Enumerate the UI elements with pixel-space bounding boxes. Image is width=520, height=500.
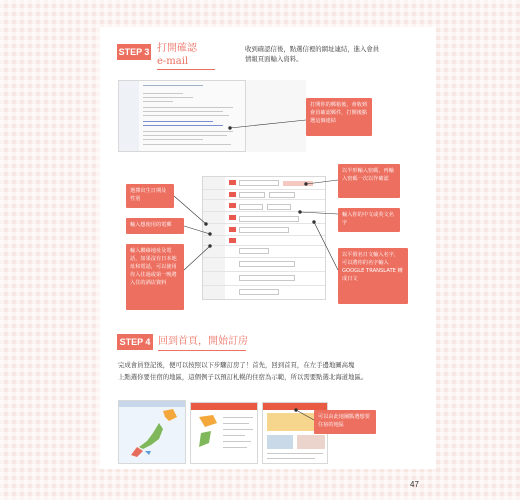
step3-badge: STEP 3 — [117, 44, 151, 60]
step3-title-line1: 打開確認 — [157, 43, 197, 54]
callout-chinese-name: 輸入你的中文或英文名字 — [338, 208, 400, 232]
step4-badge: STEP 4 — [117, 334, 153, 350]
step3-title-line2: e-mail — [157, 56, 189, 67]
callout-open-mail: 打開你的郵箱後，會收到會員確認郵件，打開後點選這個連結 — [306, 98, 372, 136]
callout-kana-name: 以平假名日文輸入名字，可以將你的名字輸入 GOOGLE TRANSLATE 轉成日文 — [338, 248, 408, 304]
callout-email: 輸入想使用的電郵 — [126, 218, 184, 234]
callout-password: 以半形輸入密碼，再輸入密碼一次以作確認 — [338, 164, 400, 198]
step4-title: 回到首頁，開始訂房 — [158, 336, 248, 347]
step3-body-line1: 收到確認信後，點選信裡的網址連結，進入會員 — [245, 45, 380, 53]
callout-birthday: 選擇出生日期及性別 — [126, 184, 174, 208]
callout-address: 輸入聯絡地址及電話，如果沒有日本地址和電話，可以使用你入住過或第一晚將入住的酒店資料 — [126, 244, 184, 310]
page-number: 47 — [410, 480, 419, 489]
step3-body-line2: 情報頁面輸入資料。 — [245, 55, 303, 63]
step4-body-line2: 上點選你要住宿的地區，這個例子以預訂札幌的住宿為示範，所以需要點選北海道地區。 — [118, 373, 368, 381]
step4-body-line1: 完成會員登記後，便可以按照以下步驟訂房了！首先，回到首頁，在左手邊地圖高塊 — [118, 361, 355, 369]
callout-region: 可以由此地圖點選想要住宿的地區 — [314, 410, 376, 434]
